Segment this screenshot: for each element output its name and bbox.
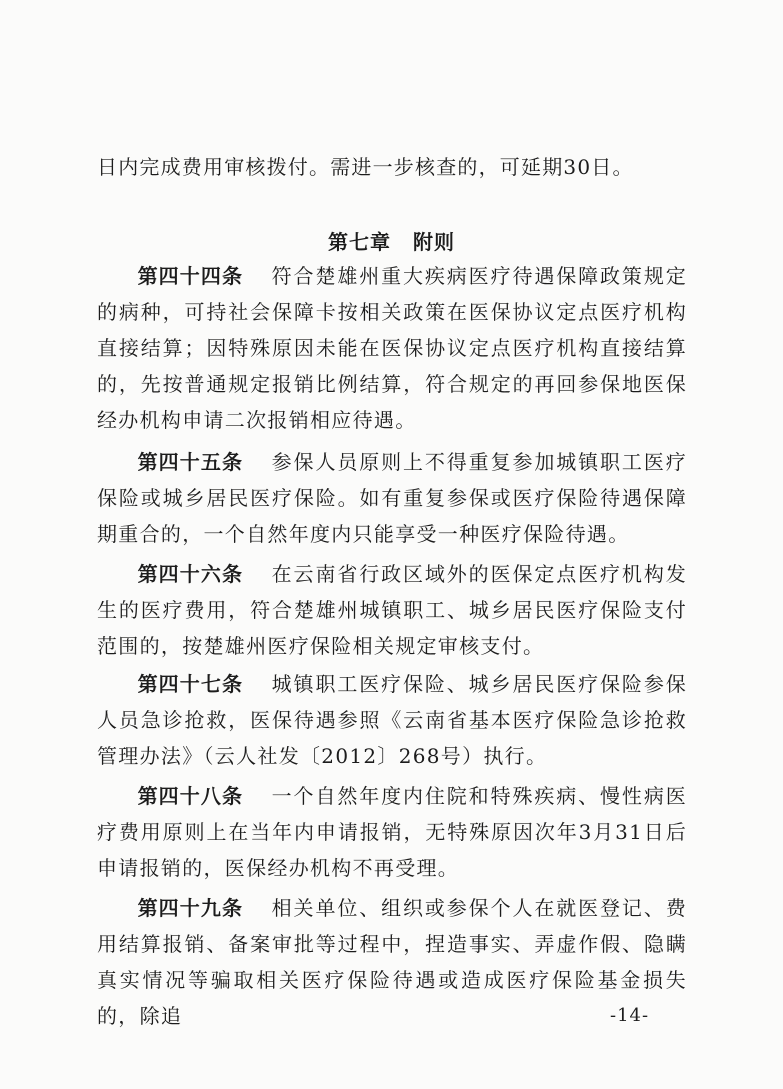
article-text: 相关单位、组织或参保个人在就医登记、费用结算报销、备案审批等过程中，捏造事实、弄虚作假、隐瞒真实情况等骗取相关医疗保险待遇或造成医疗保险基金损失的，除追	[97, 896, 688, 1028]
article-text: 在云南省行政区域外的医保定点医疗机构发生的医疗费用，符合楚雄州城镇职工、城乡居民医疗保险支付范围的，按楚雄州医疗保险相关规定审核支付。	[97, 562, 688, 658]
article-text: 城镇职工医疗保险、城乡居民医疗保险参保人员急诊抢救，医保待遇参照《云南省基本医疗保险急诊抢救管理办法》（云人社发〔2012〕268号）执行。	[97, 672, 688, 768]
article-number: 第四十九条	[137, 896, 244, 920]
article-number: 第四十八条	[137, 784, 244, 808]
article-47	[97, 666, 687, 774]
article-number: 第四十七条	[137, 672, 244, 696]
carry-over-line: 日内完成费用审核拨付。需进一步核查的，可延期30日。	[97, 155, 634, 179]
article-46	[97, 556, 687, 664]
chapter-title: 附则	[413, 230, 455, 254]
article-49	[97, 890, 687, 1034]
chapter-number: 第七章	[328, 230, 391, 254]
article-number: 第四十五条	[137, 450, 244, 474]
article-text: 一个自然年度内住院和特殊疾病、慢性病医疗费用原则上在当年内申请报销，无特殊原因次年3月31日后申请报销的，医保经办机构不再受理。	[97, 784, 688, 880]
article-text: 符合楚雄州重大疾病医疗待遇保障政策规定的病种，可持社会保障卡按相关政策在医保协议定点医疗机构直接结算；因特殊原因未能在医保协议定点医疗机构直接结算的，先按普通规定报销比例结算，符合规定的再回参保地医保经办机构申请二次报销相应待遇。	[97, 264, 688, 432]
chapter-heading	[0, 225, 783, 259]
article-text: 参保人员原则上不得重复参加城镇职工医疗保险或城乡居民医疗保险。如有重复参保或医疗保险待遇保障期重合的，一个自然年度内只能享受一种医疗保险待遇。	[97, 450, 688, 546]
article-48	[97, 778, 687, 886]
article-44	[97, 258, 687, 438]
article-number: 第四十四条	[137, 264, 244, 288]
article-45	[97, 444, 687, 552]
page-number: -14-	[610, 1005, 650, 1026]
article-number: 第四十六条	[137, 562, 244, 586]
